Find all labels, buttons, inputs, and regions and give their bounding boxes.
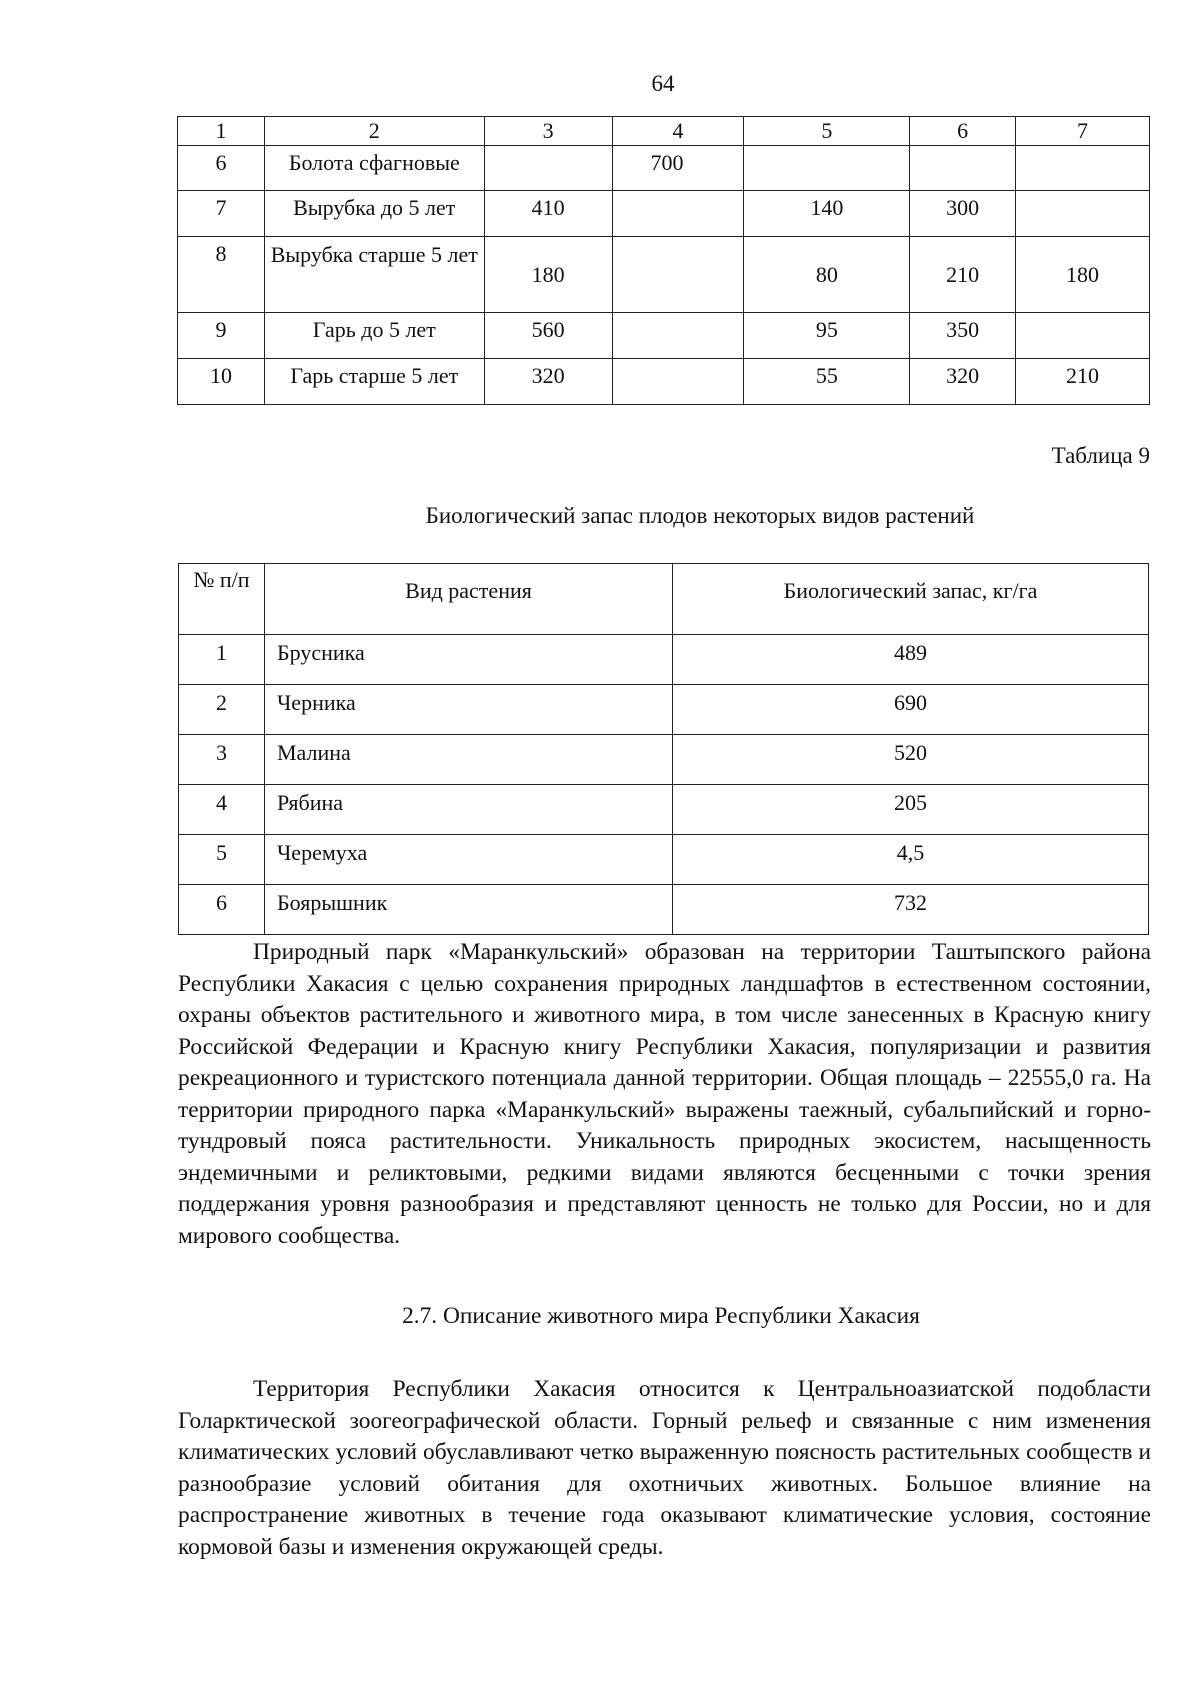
- table-row: [178, 313, 1150, 359]
- section-heading: 2.7. Описание животного мира Республики Хакасия: [402, 1303, 920, 1329]
- table-cell: 489: [673, 635, 1149, 685]
- table-cell: Черника: [265, 685, 673, 735]
- table-cell: 180: [1016, 237, 1150, 313]
- table-cell: [612, 359, 744, 405]
- table-cell: Рябина: [265, 785, 673, 835]
- table-cell: 6: [179, 885, 265, 935]
- table-cell: 210: [910, 237, 1016, 313]
- column-header: 3: [484, 117, 612, 146]
- table-cell: 5: [179, 835, 265, 885]
- table-cell: 2: [179, 685, 265, 735]
- table-cell: Боярышник: [265, 885, 673, 935]
- table-cell: [910, 146, 1016, 191]
- page-number: 64: [651, 71, 675, 96]
- table-row: [179, 885, 1149, 935]
- fruit-stock-table: [178, 563, 1149, 935]
- table-cell: 55: [744, 359, 910, 405]
- table-row: [178, 191, 1150, 237]
- table-cell: 1: [179, 635, 265, 685]
- table-row: [179, 835, 1149, 885]
- table-cell: Гарь до 5 лет: [264, 313, 484, 359]
- table-cell: [612, 313, 744, 359]
- table-cell: [484, 146, 612, 191]
- table-row: [179, 685, 1149, 735]
- column-header: № п/п: [179, 564, 265, 635]
- table-cell: 80: [744, 237, 910, 313]
- table-cell: Гарь старше 5 лет: [264, 359, 484, 405]
- table-cell: 205: [673, 785, 1149, 835]
- table-cell: 690: [673, 685, 1149, 735]
- table-row: [178, 237, 1150, 313]
- column-header: Биологический запас, кг/га: [673, 564, 1149, 635]
- table-cell: 140: [744, 191, 910, 237]
- park-description-paragraph: Природный парк «Маранкульский» образован на территории Таштыпского района Республики Хакасия с целью сохранения природных ландшафтов в естественном состоянии, охраны объектов растительного и животного мира, в том числе занесенных в Красную книгу Российской Федерации и Красную книгу Республики Хакасия, популяризации и развития рекреационного и туристского потенциала данной территории. Общая площадь – 22555,0 га. На территории природного парка «Маранкульский» выражены таежный, субальпийский и горно-тундровый пояса растительности. Уникальность природных экосистем, насыщенность эндемичными и реликтовыми, редкими видами являются бесценными с точки зрения поддержания уровня разнообразия и представляют ценность не только для России, но и для мирового сообщества.: [178, 939, 1151, 1249]
- table-cell: Брусника: [265, 635, 673, 685]
- table-cell: 10: [178, 359, 265, 405]
- table-cell: 560: [484, 313, 612, 359]
- table-cell: 300: [910, 191, 1016, 237]
- table-cell: [612, 191, 744, 237]
- table-cell: 8: [178, 237, 265, 313]
- table-cell: 180: [484, 237, 612, 313]
- table-cell: 6: [178, 146, 265, 191]
- table-cell: 700: [612, 146, 744, 191]
- habitat-table: [177, 116, 1150, 405]
- table-cell: [1016, 313, 1150, 359]
- table-cell: Вырубка старше 5 лет: [264, 237, 484, 313]
- column-header: 6: [910, 117, 1016, 146]
- table-header-row: [179, 564, 1149, 635]
- table-cell: Вырубка до 5 лет: [264, 191, 484, 237]
- table-cell: [1016, 191, 1150, 237]
- fauna-description-paragraph: Территория Республики Хакасия относится к Центральноазиатской подобласти Голарктической зоогеографической области. Горный рельеф и связанные с ним изменения климатических условий обуславливают четко выраженную поясность растительных сообществ и разнообразие условий обитания для охотничьих животных. Большое влияние на распространение животных в течение года оказывают климатические условия, состояние кормовой базы и изменения окружающей среды.: [178, 1376, 1151, 1560]
- table-cell: Малина: [265, 735, 673, 785]
- table-cell: [612, 237, 744, 313]
- column-header: 4: [612, 117, 744, 146]
- table-cell: 95: [744, 313, 910, 359]
- table-title: Биологический запас плодов некоторых видов растений: [425, 503, 975, 528]
- table-row: [179, 735, 1149, 785]
- column-header: 5: [744, 117, 910, 146]
- table-cell: 4: [179, 785, 265, 835]
- table-cell: 410: [484, 191, 612, 237]
- table-cell: [744, 146, 910, 191]
- column-header: 2: [264, 117, 484, 146]
- table-cell: 210: [1016, 359, 1150, 405]
- table-cell: 520: [673, 735, 1149, 785]
- column-header: Вид растения: [265, 564, 673, 635]
- column-header: 7: [1016, 117, 1150, 146]
- column-header: 1: [178, 117, 265, 146]
- table-cell: 4,5: [673, 835, 1149, 885]
- table-cell: Черемуха: [265, 835, 673, 885]
- table-cell: 350: [910, 313, 1016, 359]
- table-cell: 320: [484, 359, 612, 405]
- table-row: [179, 785, 1149, 835]
- table-cell: 732: [673, 885, 1149, 935]
- table-cell: 3: [179, 735, 265, 785]
- table-cell: 9: [178, 313, 265, 359]
- table-row: [178, 359, 1150, 405]
- table-row: [178, 146, 1150, 191]
- table-row: [179, 635, 1149, 685]
- table-cell: Болота сфагновые: [264, 146, 484, 191]
- table-header-row: [178, 117, 1150, 146]
- table-cell: 7: [178, 191, 265, 237]
- table-cell: 320: [910, 359, 1016, 405]
- table-cell: [1016, 146, 1150, 191]
- table-label: Таблица 9: [1051, 443, 1150, 468]
